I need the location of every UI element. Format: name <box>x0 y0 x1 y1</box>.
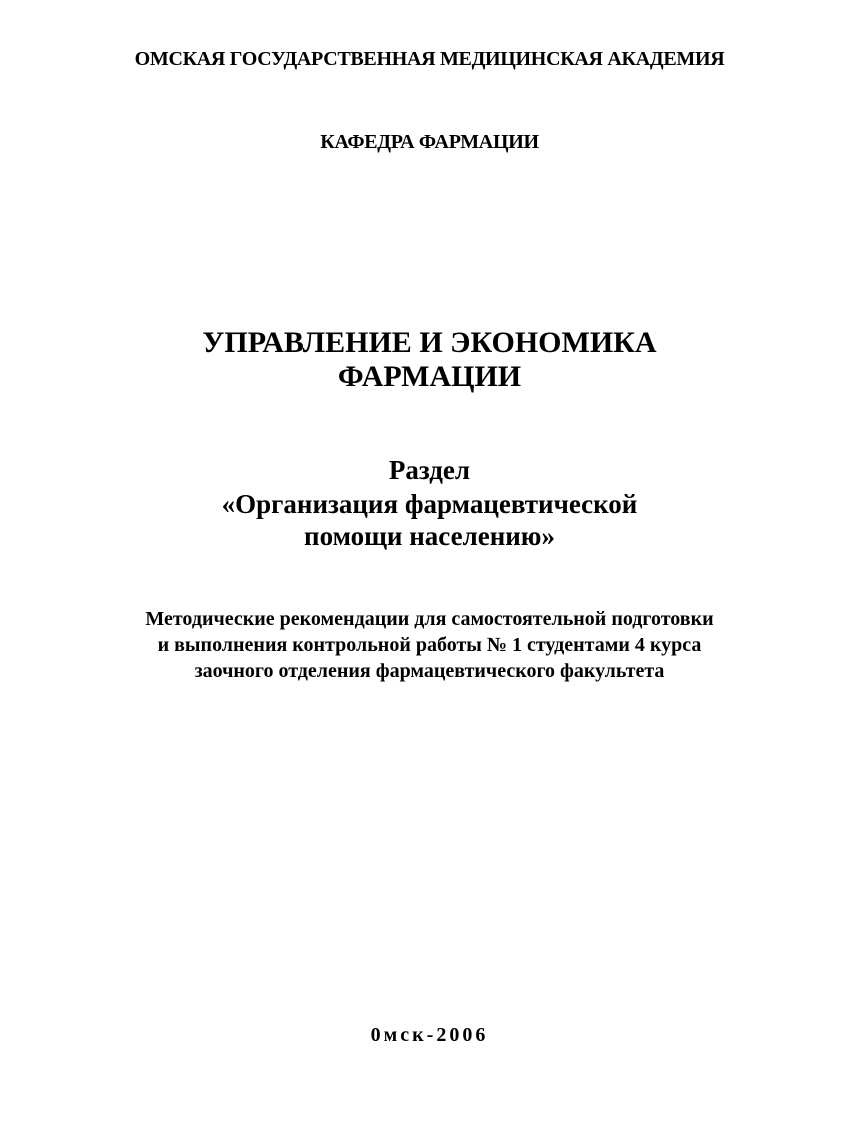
document-subtitle <box>0 606 859 684</box>
subtitle-line-1: Методические рекомендации для самостоятельной подготовки <box>145 608 714 630</box>
section-name-line-2: помощи населению» <box>304 521 555 551</box>
section-name-line-1: «Организация фармацевтической <box>221 489 638 519</box>
city-and-year: 0мск-2006 <box>370 1024 489 1046</box>
subtitle-line-2: и выполнения контрольной работы № 1 студентами 4 курса <box>157 634 702 656</box>
department-name: КАФЕДРА ФАРМАЦИИ <box>320 131 539 153</box>
institution-name: ОМСКАЯ ГОСУДАРСТВЕННАЯ МЕДИЦИНСКАЯ АКАДЕМИЯ <box>134 48 725 70</box>
document-title <box>0 326 859 394</box>
document-title-line-2: ФАРМАЦИИ <box>337 360 522 393</box>
section-label: Раздел <box>388 455 471 485</box>
subtitle-line-3: заочного отделения фармацевтического факультета <box>194 660 665 682</box>
section-name <box>0 488 859 552</box>
document-title-line-1: УПРАВЛЕНИЕ И ЭКОНОМИКА <box>202 326 657 359</box>
